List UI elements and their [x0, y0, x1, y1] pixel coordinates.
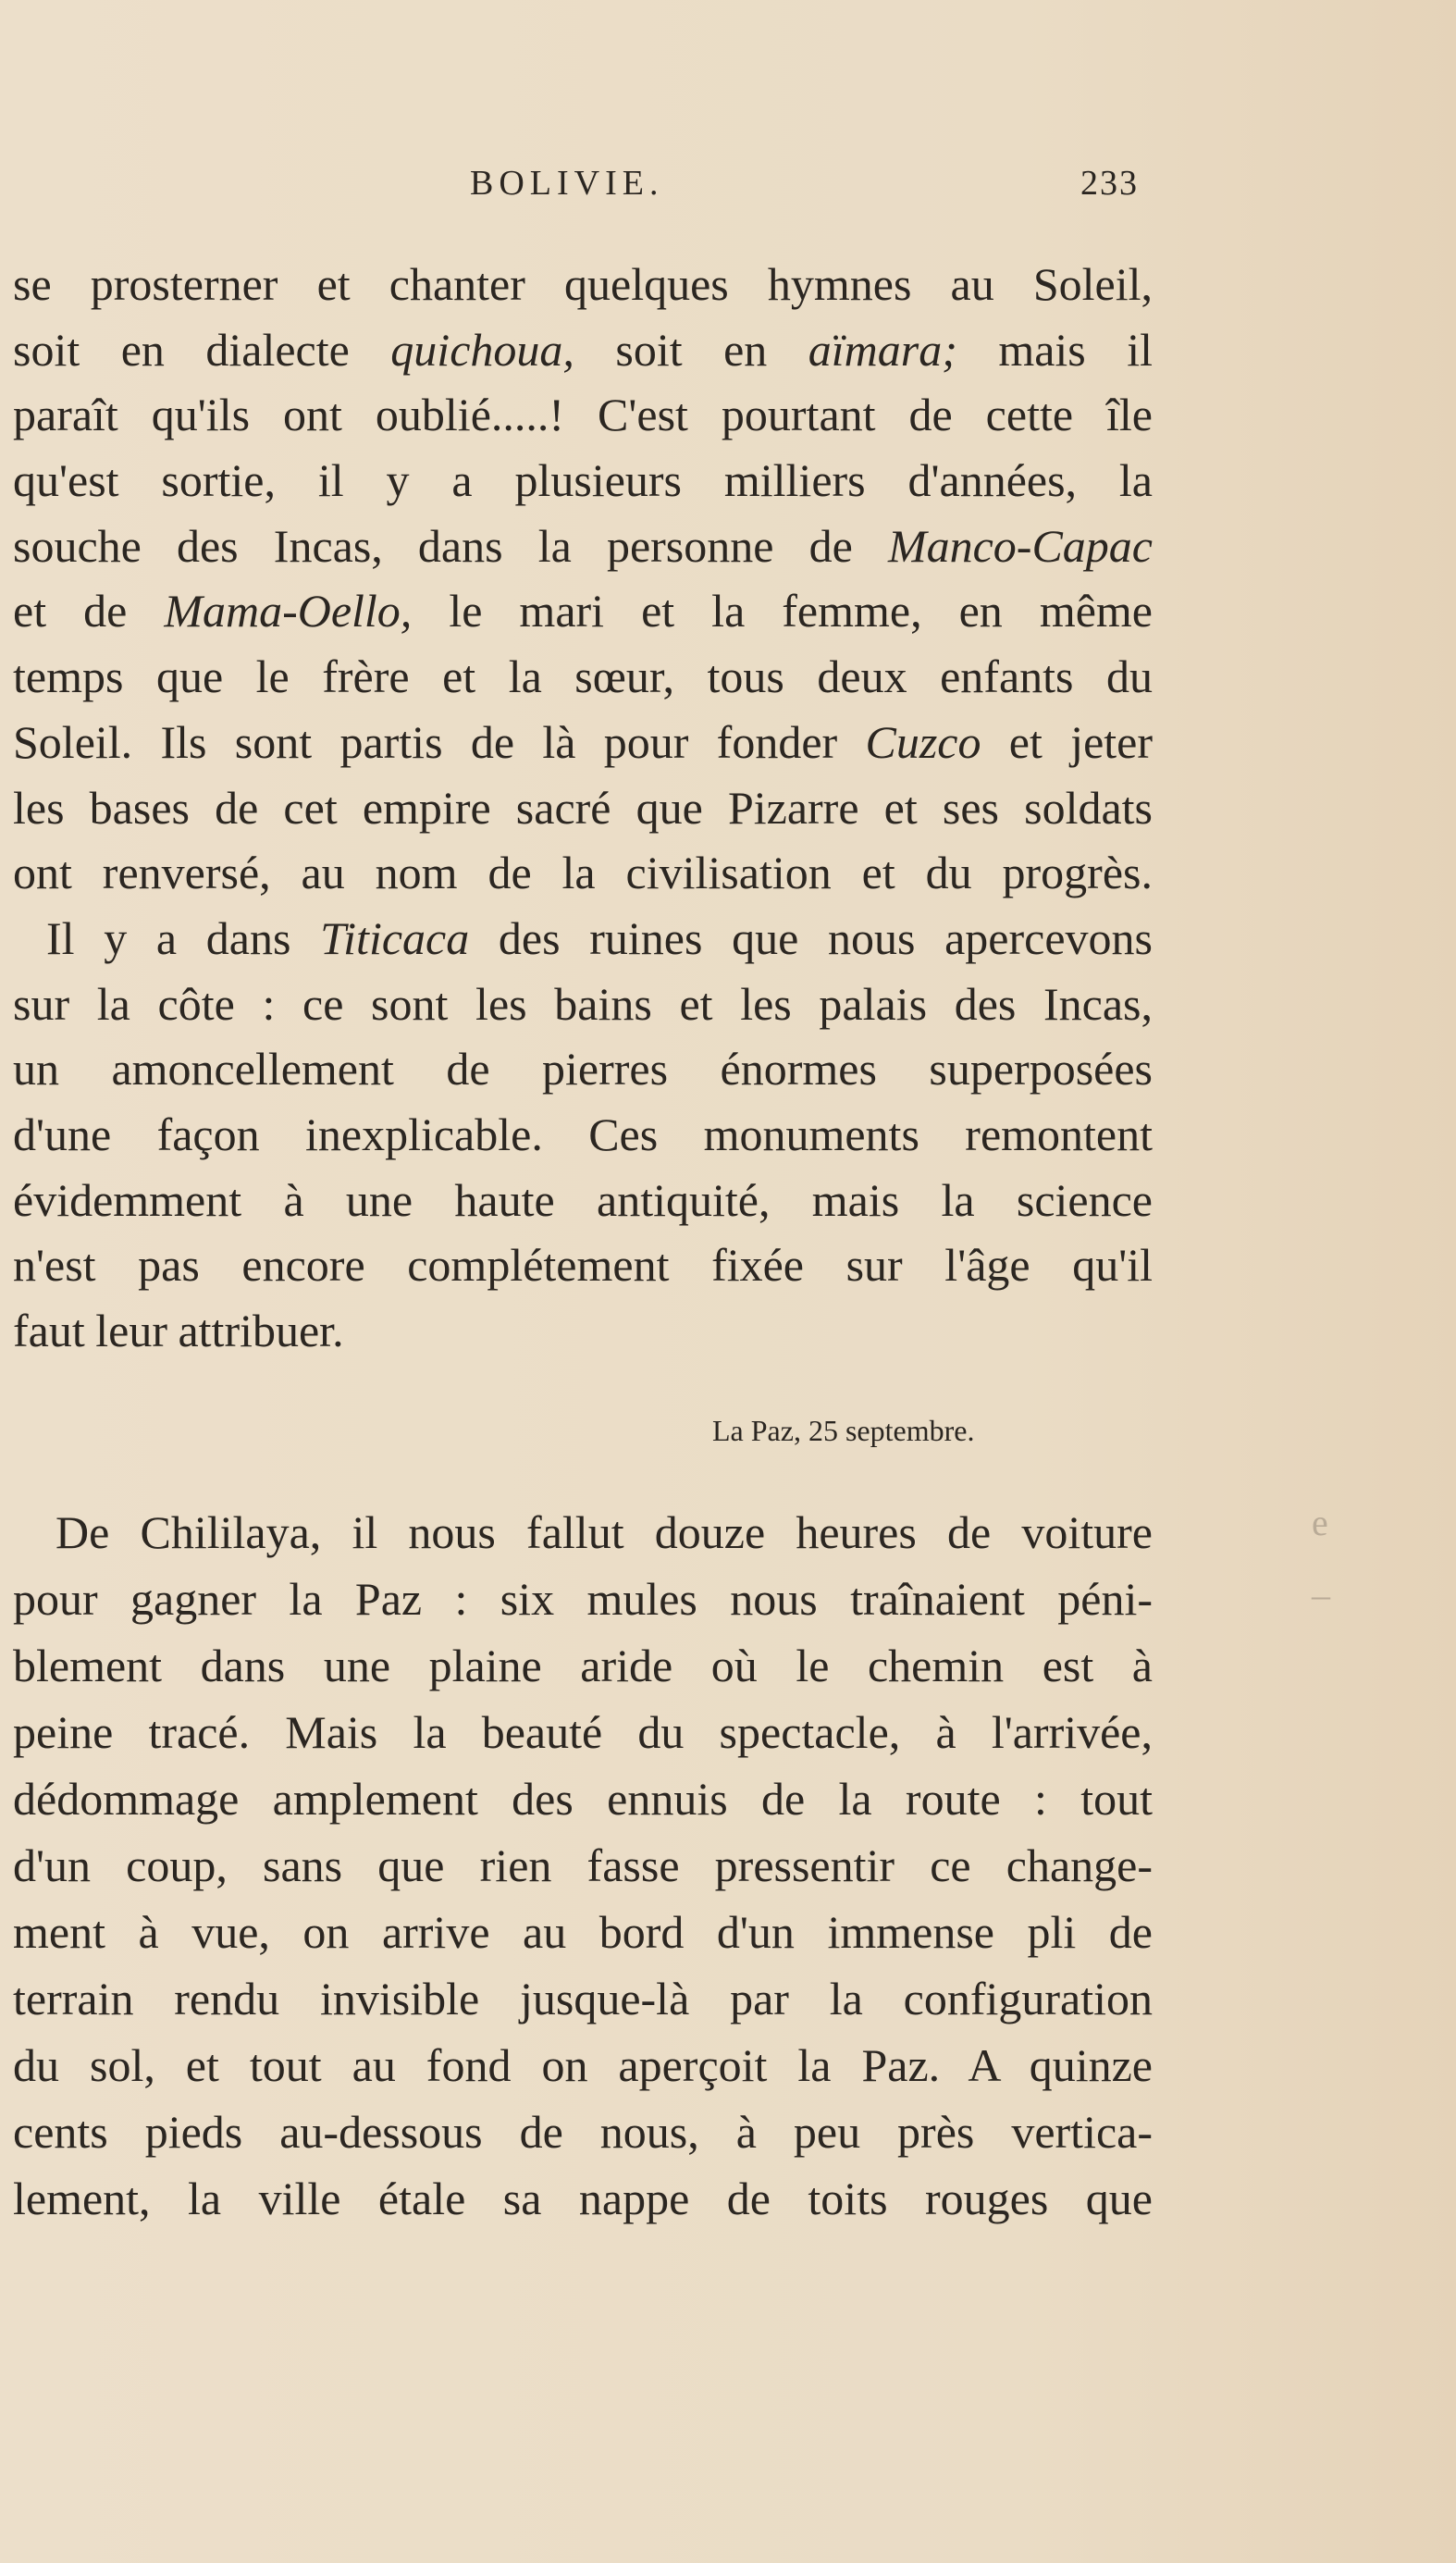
- text-segment: temps que le frère et la sœur, tous deux enfants du: [13, 650, 1153, 703]
- text-line: [13, 710, 1153, 775]
- paragraph: [13, 252, 1153, 906]
- text-segment: se prosterner et chanter quelques hymnes au Soleil,: [13, 258, 1153, 310]
- text-line: [13, 1899, 1153, 1965]
- text-line: [13, 1765, 1153, 1832]
- text-segment: peine tracé. Mais la beauté du spectacle, à l'arrivée,: [13, 1706, 1153, 1758]
- text-segment: d'une façon inexplicable. Ces monuments remontent: [13, 1108, 1153, 1161]
- text-segment: cents pieds au-dessous de nous, à peu près vertica-: [13, 2106, 1153, 2158]
- text-segment: n'est pas encore complétement fixée sur l'âge qu'il: [13, 1239, 1153, 1292]
- bleed-through-mark: –: [1312, 1574, 1330, 1616]
- text-segment: ment à vue, on arrive au bord d'un immense pli de: [13, 1906, 1153, 1958]
- text-line: [13, 317, 1153, 383]
- text-line: [13, 252, 1153, 317]
- text-segment: évidemment à une haute antiquité, mais la science: [13, 1173, 1153, 1226]
- italic-text: Manco-Capac: [887, 519, 1153, 572]
- text-segment: paraît qu'ils ont oublié.....! C'est pourtant de cette île: [13, 389, 1153, 441]
- text-line: [13, 2099, 1153, 2165]
- italic-text: aïmara;: [808, 323, 957, 376]
- text-segment: d'un coup, sans que rien fasse pressentir ce change-: [13, 1839, 1153, 1891]
- text-segment: et jeter: [981, 715, 1153, 768]
- text-segment: sur la côte : ce sont les bains et les palais des Incas,: [13, 977, 1153, 1030]
- italic-text: Cuzco: [865, 715, 981, 768]
- text-segment: souche des Incas, dans la personne de: [13, 519, 888, 572]
- text-segment: mais il: [956, 323, 1153, 376]
- text-segment: des ruines que nous apercevons: [469, 912, 1153, 964]
- text-segment: dédommage amplement des ennuis de la route : tout: [13, 1773, 1153, 1825]
- page-number: 233: [1080, 164, 1139, 203]
- italic-text: Mama-Oello,: [164, 585, 413, 638]
- text-line: [13, 840, 1153, 906]
- text-segment: les bases de cet empire sacré que Pizarre et ses soldats: [13, 781, 1153, 834]
- text-segment: soit en: [574, 323, 808, 376]
- text-line: [13, 644, 1153, 710]
- text-line: [13, 906, 1153, 972]
- text-line: [13, 382, 1153, 448]
- text-line: [13, 1298, 1153, 1364]
- text-segment: Soleil. Ils sont partis de là pour fonder: [13, 715, 866, 768]
- text-segment: De Chililaya, il nous fallut douze heures de voiture: [56, 1506, 1153, 1558]
- bleed-through-mark: e: [1312, 1502, 1328, 1543]
- text-segment: et de: [13, 585, 165, 638]
- text-segment: du sol, et tout au fond on aperçoit la Paz. A quinze: [13, 2039, 1153, 2091]
- text-line: [13, 775, 1153, 841]
- running-title: BOLIVIE.: [470, 164, 664, 203]
- text-line: [13, 448, 1153, 514]
- text-line: [13, 972, 1153, 1037]
- text-line: [13, 1832, 1153, 1899]
- text-segment: le mari et la femme, en même: [412, 585, 1153, 638]
- text-line: [13, 1566, 1153, 1632]
- text-segment: Il y a dans: [46, 912, 321, 964]
- text-segment: blement dans une plaine aride où le chemin est à: [13, 1640, 1153, 1691]
- text-segment: ont renversé, au nom de la civilisation et du progrès.: [13, 847, 1153, 899]
- text-line: [13, 1168, 1153, 1233]
- italic-text: Titicaca: [320, 912, 470, 964]
- text-segment: lement, la ville étale sa nappe de toits rouges que: [13, 2173, 1153, 2224]
- dateline: La Paz, 25 septembre.: [712, 1414, 975, 1447]
- text-line: [13, 578, 1153, 644]
- text-line: [13, 1102, 1153, 1168]
- text-segment: soit en dialecte: [13, 323, 391, 376]
- text-line: [13, 1499, 1153, 1566]
- text-line: [13, 1699, 1153, 1765]
- text-line: [13, 1036, 1153, 1102]
- text-line: [13, 514, 1153, 579]
- text-segment: pour gagner la Paz : six mules nous traînaient péni-: [13, 1573, 1153, 1625]
- paragraph: [13, 1499, 1153, 2232]
- italic-text: quichoua,: [390, 323, 574, 376]
- paragraph: [13, 906, 1153, 1364]
- text-segment: qu'est sortie, il y a plusieurs milliers d'années, la: [13, 454, 1153, 507]
- text-line: [13, 1632, 1153, 1699]
- text-line: [13, 1965, 1153, 2032]
- text-segment: un amoncellement de pierres énormes superposées: [13, 1043, 1153, 1096]
- text-line: [13, 2165, 1153, 2232]
- text-line: [13, 2032, 1153, 2099]
- text-segment: faut leur attribuer.: [13, 1305, 344, 1357]
- text-segment: terrain rendu invisible jusque-là par la configuration: [13, 1973, 1153, 2024]
- text-line: [13, 1232, 1153, 1298]
